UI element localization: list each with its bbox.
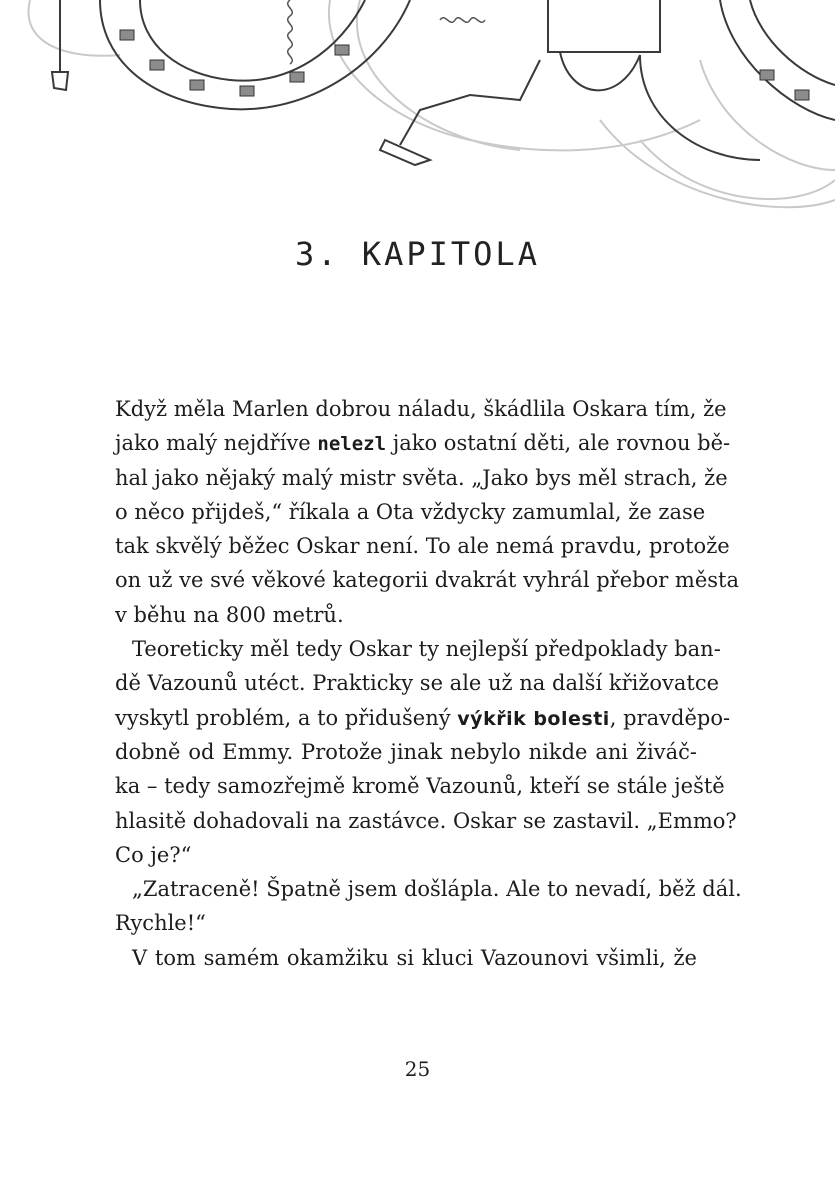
text-segment: Co je?“	[115, 842, 192, 867]
emphasis-text: nelezl	[317, 433, 387, 456]
text-segment: , pravděpo-	[609, 705, 731, 730]
text-line	[115, 941, 697, 975]
text-line	[115, 701, 731, 735]
text-line	[115, 632, 721, 666]
page-number: 25	[404, 1057, 431, 1081]
text-segment: tak skvělý běžec Oskar není. To ale nemá pravdu, protože	[115, 534, 730, 559]
text-line	[115, 735, 697, 769]
text-line	[115, 769, 725, 803]
text-segment: on už ve své věkové kategorii dvakrát vyhrál přebor města	[115, 568, 740, 593]
text-segment: dobně od Emmy. Protože jinak nebylo nikde ani živáč-	[115, 739, 697, 764]
text-line	[115, 598, 697, 632]
text-segment: jako malý nejdříve	[115, 431, 318, 456]
chapter-header-illustration	[0, 0, 835, 225]
text-segment: Teoreticky měl tedy Oskar ty nejlepší předpoklady ban-	[132, 637, 721, 662]
text-line	[115, 804, 737, 838]
text-segment: hlasitě dohadovali na zastávce. Oskar se zastavil. „Emmo?	[115, 808, 737, 833]
text-segment: o něco přijdeš,“ říkala a Ota vždycky zamumlal, že zase	[115, 499, 706, 524]
emphasis-text: výkřik bolesti	[457, 707, 610, 730]
text-segment: v běhu na 800 metrů.	[115, 602, 344, 627]
text-segment: V tom samém okamžiku si kluci Vazounovi všimli, že	[132, 945, 697, 970]
text-segment: dě Vazounů utéct. Prakticky se ale už na další křižovatce	[115, 671, 720, 696]
text-line	[115, 461, 728, 495]
text-segment: Rychle!“	[115, 911, 206, 936]
text-segment: hal jako nějaký malý mistr světa. „Jako bys měl strach, že	[115, 465, 728, 490]
text-segment: jako ostatní děti, ale rovnou bě-	[386, 431, 731, 456]
text-line	[115, 392, 727, 426]
text-segment: „Zatraceně! Špatně jsem došlápla. Ale to nevadí, běž dál.	[132, 877, 742, 902]
text-segment: vyskytl problém, a to přidušený	[115, 705, 458, 730]
text-line	[115, 906, 697, 940]
text-line	[115, 872, 742, 906]
text-line	[115, 529, 730, 563]
text-segment: Když měla Marlen dobrou náladu, škádlila Oskara tím, že	[115, 397, 727, 421]
body-text	[115, 392, 742, 975]
text-line	[115, 495, 706, 529]
text-line	[115, 666, 720, 700]
chapter-title: 3. KAPITOLA	[295, 235, 540, 273]
text-line	[115, 426, 731, 460]
text-line	[115, 838, 697, 872]
text-segment: ka – tedy samozřejmě kromě Vazounů, kteří se stále ještě	[115, 774, 725, 799]
text-line	[115, 563, 740, 597]
